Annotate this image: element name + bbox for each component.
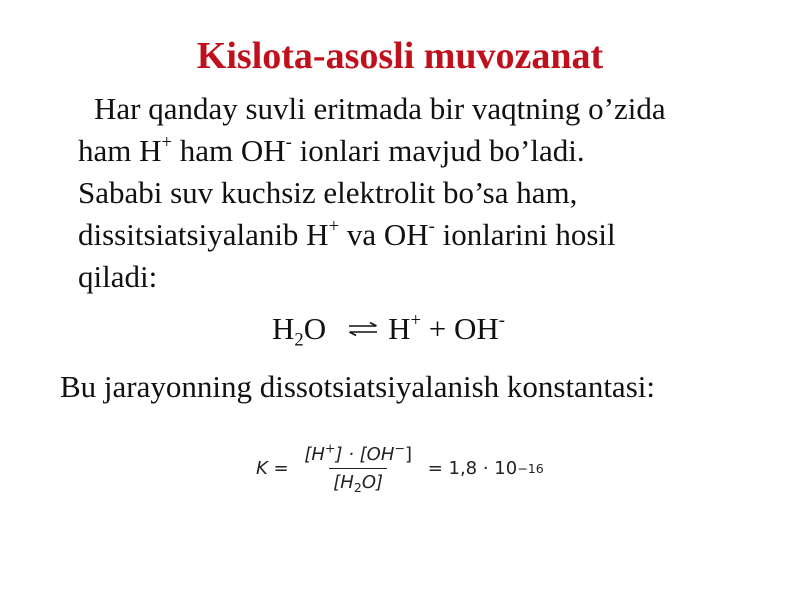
text-ionlarini: ionlarini hosil — [434, 217, 616, 252]
dissociation-equation — [272, 308, 505, 350]
formula-numerator — [300, 440, 416, 468]
text-dissitsiatsiyalanib: dissitsiatsiyalanib H — [78, 217, 329, 252]
formula-equals: = — [267, 458, 295, 479]
text-ham-h: ham H — [78, 133, 162, 168]
superscript-plus: + — [161, 131, 173, 153]
eq-o: O — [303, 311, 327, 346]
equilibrium-constant-formula: K = $\frac{[H^+] \cdot [OH^-]}{[H_2O]}$ = 1,8 · 10 −16 — [256, 440, 544, 495]
eq-h-ion: H — [388, 311, 411, 346]
eq-h: H — [272, 311, 295, 346]
formula-k: K — [256, 458, 268, 479]
text-va-oh: va OH — [339, 217, 429, 252]
den-o-bracket: O] — [361, 472, 384, 493]
eq-subscript-2: 2 — [294, 329, 304, 351]
text-ionlari: ionlari mavjud bo’ladi. — [291, 133, 585, 168]
formula-value: = 1,8 · 10 — [421, 458, 518, 479]
num-close-bracket: ] — [404, 444, 412, 465]
den-bracket-h: [H — [333, 472, 354, 493]
body-paragraph — [78, 88, 778, 298]
eq-plus-oh: + OH — [420, 311, 499, 346]
constant-caption: Bu jarayonning dissotsiatsiyalanish konstantasi: — [60, 369, 655, 404]
equilibrium-arrow-icon — [348, 322, 378, 336]
den-sub-2: 2 — [353, 479, 362, 495]
num-sup-minus: − — [394, 440, 405, 456]
paragraph-line-2 — [78, 130, 778, 172]
num-sup-plus: + — [324, 440, 336, 456]
slide-title: Kislota-asosli muvozanat — [196, 35, 604, 77]
formula-fraction — [300, 440, 416, 495]
superscript-minus: - — [428, 215, 435, 237]
superscript-minus: - — [285, 131, 292, 153]
paragraph-line-1: Har qanday suvli eritmada bir vaqtning o’zida — [94, 91, 666, 126]
paragraph-line-3: Sababi suv kuchsiz elektrolit bo’sa ham, — [78, 175, 578, 210]
eq-superscript-minus: - — [498, 309, 505, 331]
num-bracket-h: [H — [304, 444, 325, 465]
paragraph-line-4 — [78, 214, 778, 256]
superscript-plus: + — [328, 215, 340, 237]
num-dot-oh: ] · [OH — [335, 444, 395, 465]
formula-denominator — [329, 468, 387, 493]
text-ham-oh: ham OH — [172, 133, 286, 168]
eq-superscript-plus: + — [410, 309, 421, 331]
paragraph-line-5: qiladi: — [78, 259, 158, 294]
